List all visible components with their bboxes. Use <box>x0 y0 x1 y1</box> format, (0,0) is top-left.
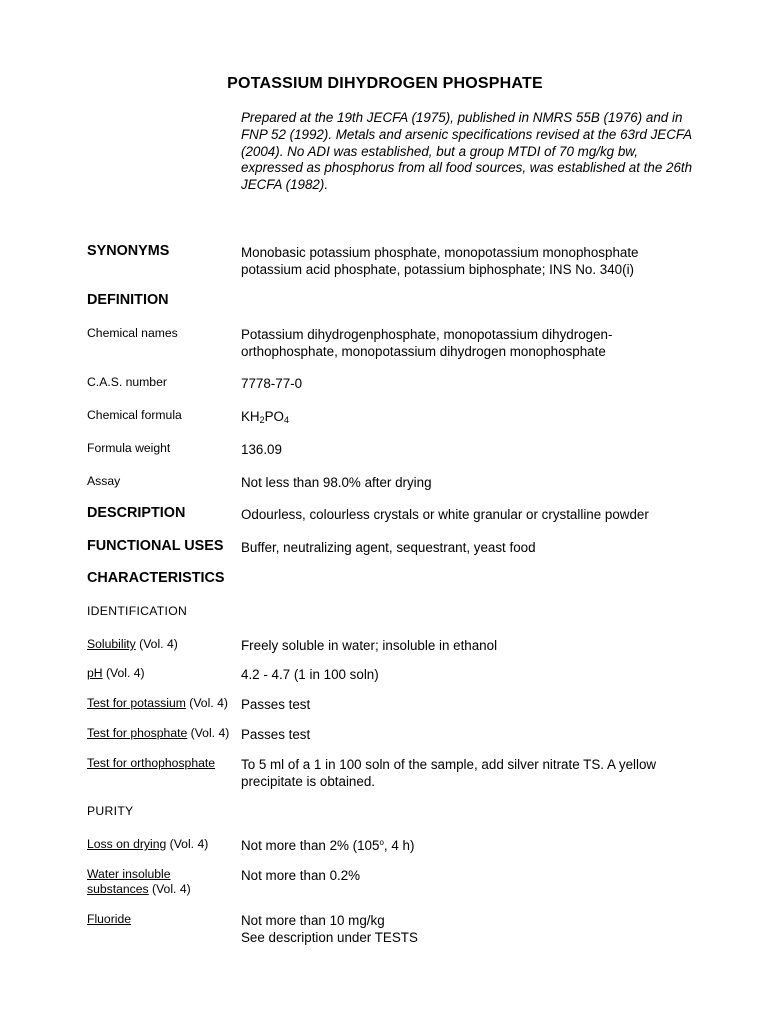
cas-number-label: C.A.S. number <box>87 375 167 389</box>
loss-value-pre: Not more than 2% (105 <box>241 838 380 853</box>
formula-kh: KH <box>241 409 260 424</box>
potassium-test-label <box>87 696 239 711</box>
cas-number-value: 7778-77-0 <box>241 376 303 391</box>
formula-sub-4: 4 <box>283 415 289 425</box>
purity-subheading: PURITY <box>87 804 134 818</box>
solubility-ref: (Vol. 4) <box>135 637 178 651</box>
description-heading: DESCRIPTION <box>87 505 186 521</box>
assay-label: Assay <box>87 474 121 488</box>
solubility-link[interactable]: Solubility <box>87 637 136 651</box>
orthophosphate-test-value: To 5 ml of a 1 in 100 soln of the sample, add silver nitrate TS. A yellow precipitate is obtained. <box>241 757 657 789</box>
functional-uses-heading: FUNCTIONAL USES <box>87 538 224 554</box>
solubility-value: Freely soluble in water; insoluble in ethanol <box>241 638 498 653</box>
characteristics-heading: CHARACTERISTICS <box>87 570 225 586</box>
identification-subheading: IDENTIFICATION <box>87 604 188 618</box>
chemical-names-label: Chemical names <box>87 326 178 340</box>
loss-on-drying-label <box>87 837 239 852</box>
fluoride-value-line-2: See description under TESTS <box>241 930 418 945</box>
phosphate-test-value: Passes test <box>241 727 311 742</box>
chemical-names-value: Potassium dihydrogenphosphate, monopotassium dihydrogen-orthophosphate, monopotassium dihydrogen monophosphate <box>241 327 613 359</box>
water-insoluble-link-2[interactable]: substances <box>87 882 149 896</box>
document-title: POTASSIUM DIHYDROGEN PHOSPHATE <box>227 75 543 92</box>
orthophosphate-test-link[interactable]: Test for orthophosphate <box>87 756 216 770</box>
water-insoluble-ref: (Vol. 4) <box>148 882 191 896</box>
chemical-formula-value <box>241 408 711 425</box>
potassium-test-ref: (Vol. 4) <box>185 696 228 710</box>
synonyms-heading: SYNONYMS <box>87 243 170 259</box>
water-insoluble-link-1[interactable]: Water insoluble <box>87 867 171 881</box>
fluoride-label <box>87 912 239 927</box>
ph-label <box>87 666 239 681</box>
potassium-test-value: Passes test <box>241 697 311 712</box>
fluoride-value-line-1: Not more than 10 mg/kg <box>241 913 385 928</box>
description-value: Odourless, colourless crystals or white granular or crystalline powder <box>241 507 649 522</box>
solubility-label <box>87 637 239 652</box>
potassium-test-link[interactable]: Test for potassium <box>87 696 186 710</box>
loss-on-drying-ref: (Vol. 4) <box>166 837 209 851</box>
fluoride-value <box>241 912 711 946</box>
water-insoluble-value: Not more than 0.2% <box>241 868 361 883</box>
phosphate-test-ref: (Vol. 4) <box>187 726 230 740</box>
formula-weight-label: Formula weight <box>87 441 171 455</box>
intro-paragraph: Prepared at the 19th JECFA (1975), published in NMRS 55B (1976) and in FNP 52 (1992). Metals and arsenic specifications revised at the 63rd JECFA (2004). No ADI was established, but a group MTDI of 70 mg/kg bw, expressed as phosphorus from all food sources, was established at the 26th JECFA (1982). <box>241 110 693 193</box>
phosphate-test-link[interactable]: Test for phosphate <box>87 726 188 740</box>
ph-link[interactable]: pH <box>87 666 103 680</box>
formula-sub-2: 2 <box>259 415 265 425</box>
fluoride-link[interactable]: Fluoride <box>87 912 132 926</box>
assay-value: Not less than 98.0% after drying <box>241 475 432 490</box>
loss-value-post: , 4 h) <box>383 838 415 853</box>
chemical-formula-label: Chemical formula <box>87 408 182 422</box>
loss-on-drying-value <box>241 837 711 854</box>
orthophosphate-test-label <box>87 756 239 771</box>
ph-ref: (Vol. 4) <box>102 666 145 680</box>
phosphate-test-label <box>87 726 239 741</box>
definition-heading: DEFINITION <box>87 292 169 308</box>
synonyms-value: Monobasic potassium phosphate, monopotassium monophosphate potassium acid phosphate, potassium biphosphate; INS No. 340(i) <box>241 245 639 277</box>
degree-sup: o <box>379 838 384 847</box>
loss-on-drying-link[interactable]: Loss on drying <box>87 837 167 851</box>
formula-po: PO <box>264 409 284 424</box>
ph-value: 4.2 - 4.7 (1 in 100 soln) <box>241 667 379 682</box>
functional-uses-value: Buffer, neutralizing agent, sequestrant, yeast food <box>241 540 536 555</box>
formula-weight-value: 136.09 <box>241 442 282 457</box>
water-insoluble-label <box>87 867 239 897</box>
